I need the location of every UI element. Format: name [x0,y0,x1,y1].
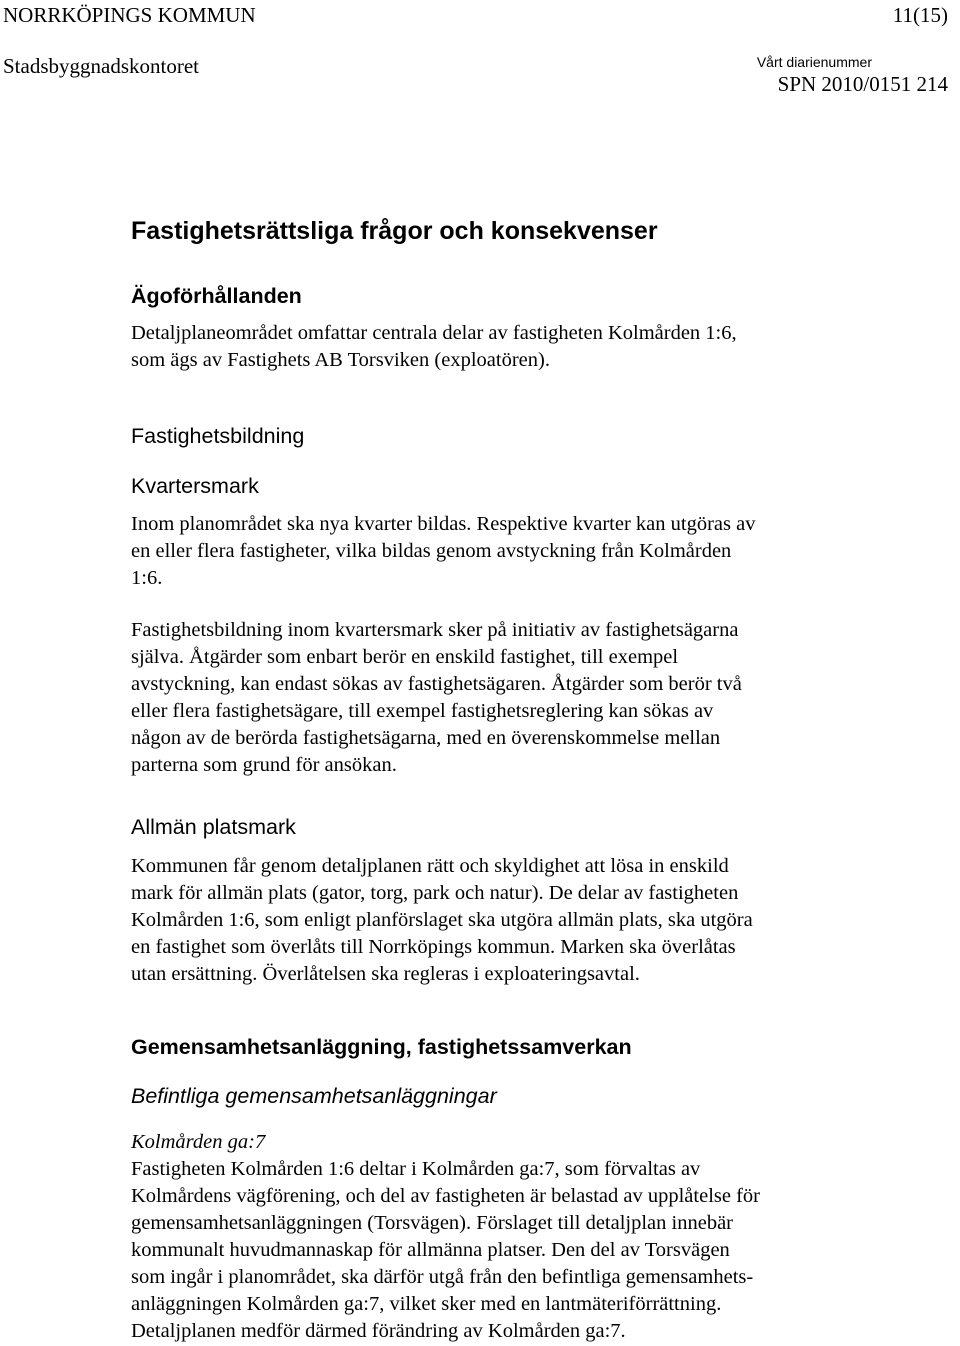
text-line: som ingår i planområdet, ska därför utgå från den befintliga gemensamhets- [131,1266,754,1288]
page-title: Fastighetsrättsliga frågor och konsekvenser [131,217,658,245]
text-line: själva. Åtgärder som enbart berör en enskild fastighet, till exempel [131,646,679,668]
text-line: Kolmården 1:6, som enligt planförslaget ska utgöra allmän plats, ska utgöra [131,909,753,931]
text-line: Detaljplanen medför därmed förändring av Kolmården ga:7. [131,1320,626,1342]
ga7-paragraph [131,1156,931,1345]
department-name: Stadsbyggnadskontoret [3,54,199,78]
subheading-allman-platsmark: Allmän platsmark [131,815,296,839]
section-heading-agoforhallanden: Ägoförhållanden [131,284,302,308]
text-line: mark för allmän plats (gator, torg, park och natur). De delar av fastigheten [131,882,739,904]
text-line: Kolmårdens vägförening, och del av fastigheten är belastad av upplåtelse för [131,1185,761,1207]
section-heading-gemensamhet: Gemensamhetsanläggning, fastighetssamverkan [131,1035,632,1059]
text-line: kommunalt huvudmannaskap för allmänna platser. Den del av Torsvägen [131,1239,730,1261]
text-line: avstyckning, kan endast sökas av fastighetsägaren. Åtgärder som berör två [131,673,742,695]
text-line: Inom planområdet ska nya kvarter bildas. Respektive kvarter kan utgöras av [131,513,756,535]
text-line: som ägs av Fastighets AB Torsviken (exploatören). [131,349,550,371]
kvartersmark-paragraph-1 [131,511,931,592]
text-line: Fastigheten Kolmården 1:6 deltar i Kolmården ga:7, som förvaltas av [131,1158,701,1180]
text-line: Kommunen får genom detaljplanen rätt och skyldighet att lösa in enskild [131,855,729,877]
page-number: 11(15) [892,3,948,27]
subheading-befintliga: Befintliga gemensamhetsanläggningar [131,1084,497,1108]
text-line: utan ersättning. Överlåtelsen ska regleras i exploateringsavtal. [131,963,640,985]
text-line: 1:6. [131,567,163,589]
org-name: NORRKÖPINGS KOMMUN [3,3,256,27]
section-heading-fastighetsbildning: Fastighetsbildning [131,424,305,448]
subheading-kolmarden-ga7: Kolmården ga:7 [131,1131,266,1153]
agoforhallanden-paragraph [131,320,931,374]
reference-label: Vårt diarienummer [756,54,872,70]
text-line: Detaljplaneområdet omfattar centrala delar av fastigheten Kolmården 1:6, [131,322,737,344]
text-line: någon av de berörda fastighetsägarna, med en överenskommelse mellan [131,727,721,749]
text-line: gemensamhetsanläggningen (Torsvägen). Förslaget till detaljplan innebär [131,1212,733,1234]
text-line: eller flera fastighetsägare, till exempel fastighetsreglering kan sökas av [131,700,714,722]
text-line: parterna som grund för ansökan. [131,754,397,776]
reference-number: SPN 2010/0151 214 [777,72,948,96]
subheading-kvartersmark: Kvartersmark [131,474,259,498]
kvartersmark-paragraph-2 [131,617,931,779]
text-line: anläggningen Kolmården ga:7, vilket sker med en lantmäteriförrättning. [131,1293,722,1315]
text-line: en fastighet som överlåts till Norrköpings kommun. Marken ska överlåtas [131,936,736,958]
allman-platsmark-paragraph [131,853,931,988]
text-line: en eller flera fastigheter, vilka bildas genom avstyckning från Kolmården [131,540,732,562]
text-line: Fastighetsbildning inom kvartersmark sker på initiativ av fastighetsägarna [131,619,739,641]
